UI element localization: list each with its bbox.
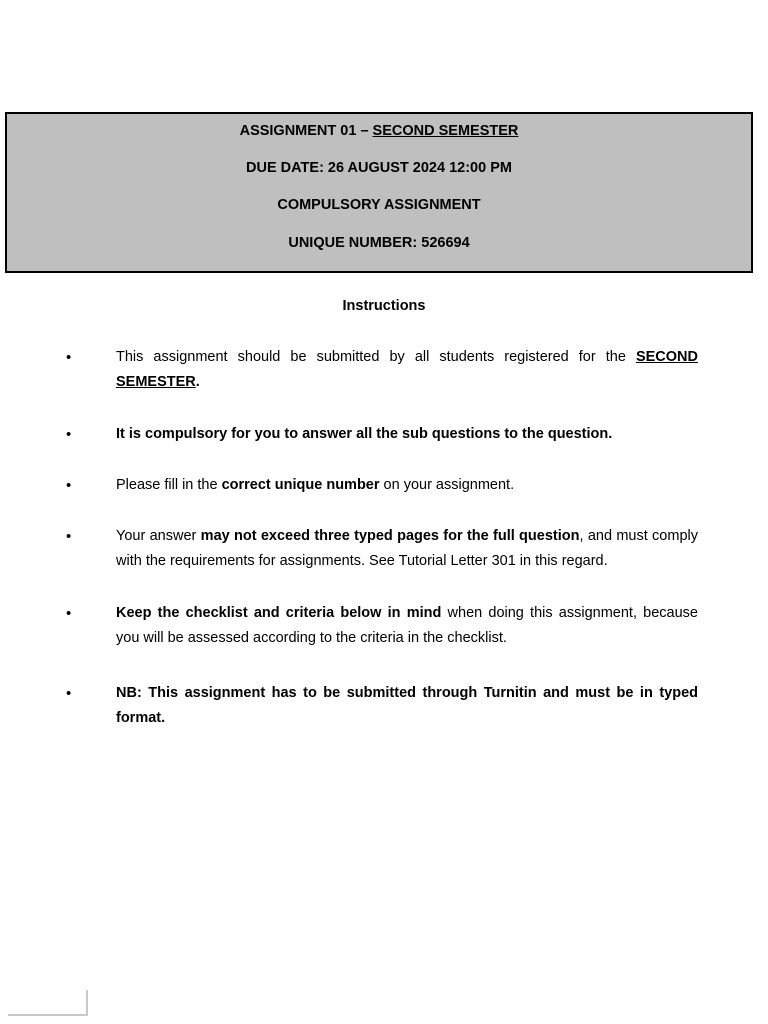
instruction-text: [116, 601, 698, 651]
bullet-icon: •: [66, 349, 72, 366]
instruction-text-part: Your answer: [116, 528, 201, 544]
instruction-text-emphasis: SECOND SEMESTER: [116, 349, 698, 390]
instruction-text: [116, 473, 698, 498]
bullet-icon: •: [66, 528, 72, 545]
bullet-icon: •: [66, 685, 72, 702]
instruction-text: [116, 345, 698, 395]
compulsory-label: COMPULSORY ASSIGNMENT: [277, 197, 481, 213]
instruction-text-emphasis: Keep the checklist and criteria below in mind: [116, 605, 442, 621]
instruction-text: NB: This assignment has to be submitted through Turnitin and must be in typed format.: [116, 685, 698, 726]
bullet-icon: •: [66, 426, 72, 443]
instruction-text-part: , and must comply with the requirements for assignments. See Tutorial Letter 301 in this regard.: [116, 528, 698, 569]
instruction-text-part: on your assignment.: [379, 477, 515, 493]
assignment-title-semester: SECOND SEMESTER: [372, 123, 519, 139]
due-date: DUE DATE: 26 AUGUST 2024 12:00 PM: [246, 160, 512, 176]
assignment-header-box: [5, 112, 753, 273]
bullet-icon: •: [66, 477, 72, 494]
page-corner-mark: [8, 990, 88, 1016]
assignment-title-prefix: ASSIGNMENT 01 –: [239, 123, 373, 139]
instructions-heading: Instructions: [342, 298, 426, 314]
instruction-text-part: This assignment should be submitted by all students registered for the: [116, 349, 636, 365]
instruction-text-part: when doing this assignment, because you will be assessed according to the criteria in the checklist.: [116, 605, 698, 646]
instruction-text: It is compulsory for you to answer all the sub questions to the question.: [116, 426, 613, 442]
unique-number: UNIQUE NUMBER: 526694: [288, 235, 470, 251]
instruction-text-emphasis: correct unique number: [221, 477, 380, 493]
assignment-title: [7, 122, 751, 140]
bullet-icon: •: [66, 605, 72, 622]
instruction-text-emphasis: may not exceed three typed pages for the full question: [200, 528, 580, 544]
instruction-text-part: Please fill in the: [116, 477, 222, 493]
instruction-text: [116, 524, 698, 574]
instruction-text-part: .: [195, 374, 200, 390]
